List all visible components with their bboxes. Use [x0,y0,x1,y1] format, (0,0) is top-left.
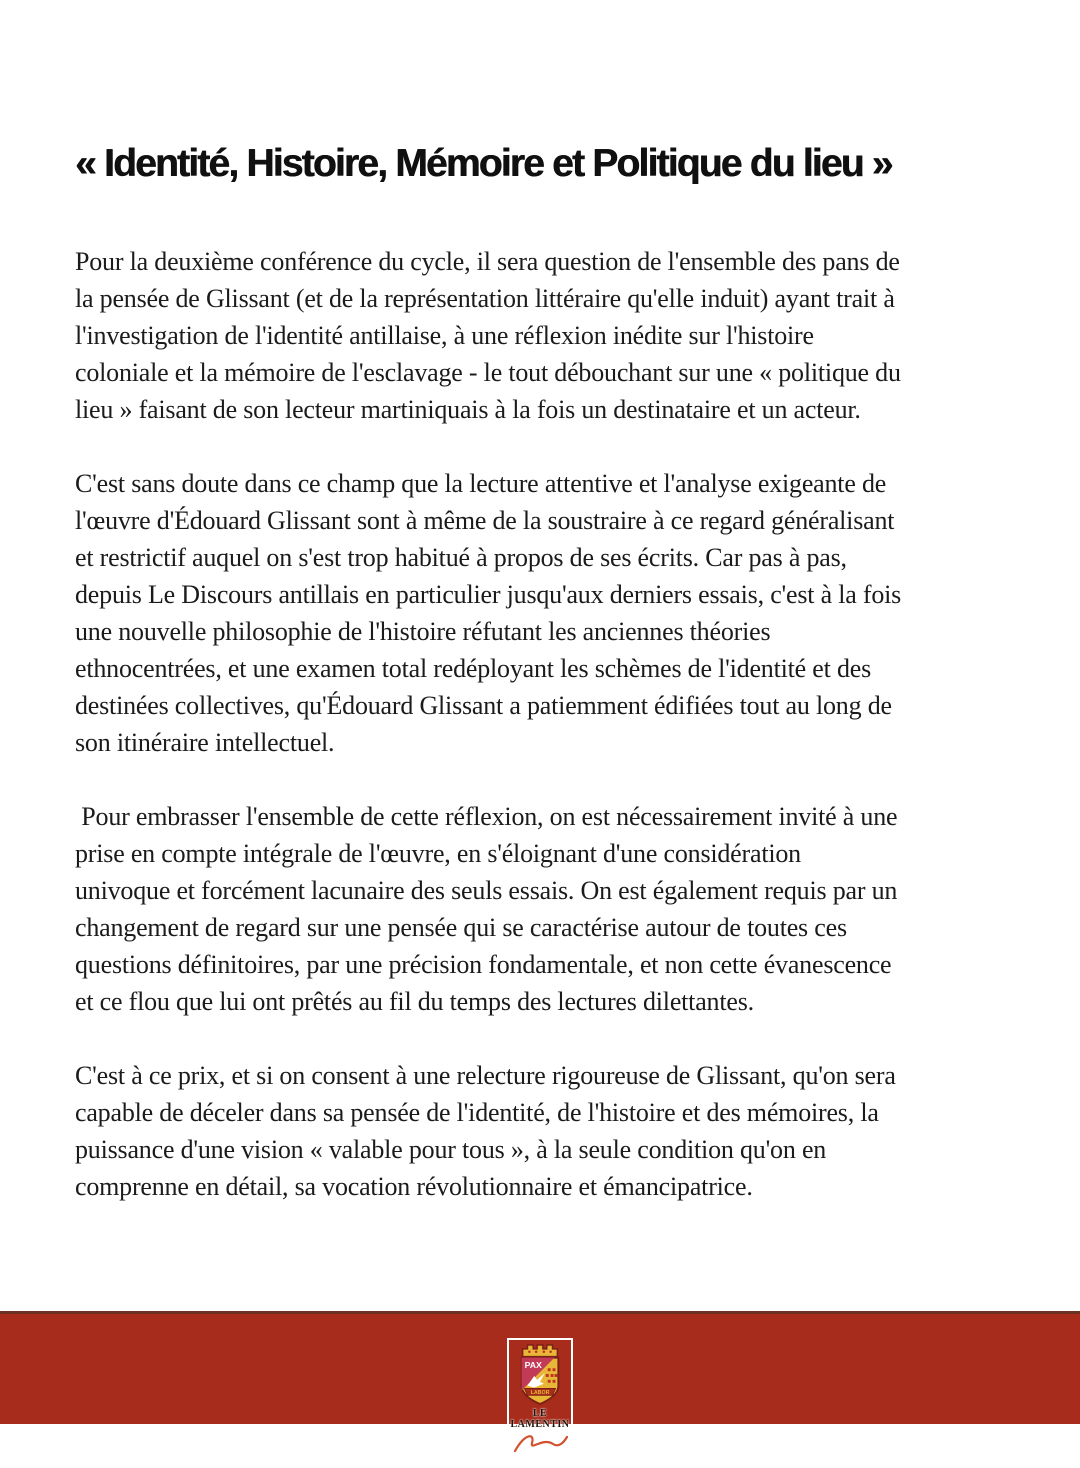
text-line: prise en compte intégrale de l'œuvre, en s'éloignant d'une considération [75,839,801,868]
text-line: changement de regard sur une pensée qui se caractérise autour de toutes ces [75,913,847,942]
text-line: destinées collectives, qu'Édouard Glissant a patiemment édifiées tout au long de [75,691,892,720]
signature-flourish-icon [511,1431,569,1455]
text-line: et restrictif auquel on s'est trop habitué à propos de ses écrits. Car pas à pas, [75,543,847,572]
city-crest-icon [511,1342,569,1408]
page-title: « Identité, Histoire, Mémoire et Politique du lieu » [75,142,892,186]
text-line: C'est sans doute dans ce champ que la lecture attentive et l'analyse exigeante de [75,469,887,498]
text-line: l'investigation de l'identité antillaise, à une réflexion inédite sur l'histoire [75,321,814,350]
text-line: C'est à ce prix, et si on consent à une relecture rigoureuse de Glissant, qu'on sera [75,1061,896,1090]
paragraph [75,798,1035,1020]
motto-pax-label: PAX [524,1360,542,1371]
text-line: l'œuvre d'Édouard Glissant sont à même de la soustraire à ce regard généralisant [75,506,895,535]
text-line: ethnocentrées, et une examen total redéployant les schèmes de l'identité et des [75,654,872,683]
city-name-line1: LE [532,1408,548,1419]
city-name-line2: LAMENTIN [510,1419,570,1430]
paragraph [75,1057,1035,1205]
text-line: puissance d'une vision « valable pour tous », à la seule condition qu'on en [75,1135,827,1164]
mural-crown-icon [523,1345,558,1357]
text-line: capable de déceler dans sa pensée de l'identité, de l'histoire et des mémoires, la [75,1098,879,1127]
body-text [75,243,1035,1242]
text-line: questions définitoires, par une précision fondamentale, et non cette évanescence [75,950,892,979]
text-line: la pensée de Glissant (et de la représentation littéraire qu'elle induit) ayant trait à [75,284,895,313]
text-line: une nouvelle philosophie de l'histoire réfutant les anciennes théories [75,617,771,646]
text-line: Pour embrasser l'ensemble de cette réflexion, on est nécessairement invité à une [75,802,898,831]
motto-labor-label: LABOR [530,1389,550,1396]
footer-band [0,1311,1080,1430]
coat-of-arms [507,1338,573,1468]
text-line: lieu » faisant de son lecteur martiniquais à la fois un destinataire et un acteur. [75,395,861,424]
text-line: et ce flou que lui ont prêtés au fil du temps des lectures dilettantes. [75,987,754,1016]
text-line: comprenne en détail, sa vocation révolutionnaire et émancipatrice. [75,1172,753,1201]
text-line: univoque et forcément lacunaire des seuls essais. On est également requis par un [75,876,898,905]
text-line: coloniale et la mémoire de l'esclavage - le tout débouchant sur une « politique du [75,358,901,387]
paragraph [75,465,1035,761]
text-line: Pour la deuxième conférence du cycle, il sera question de l'ensemble des pans de [75,247,900,276]
text-line: son itinéraire intellectuel. [75,728,335,757]
paragraph [75,243,1035,428]
text-line: depuis Le Discours antillais en particulier jusqu'aux derniers essais, c'est à la fois [75,580,902,609]
